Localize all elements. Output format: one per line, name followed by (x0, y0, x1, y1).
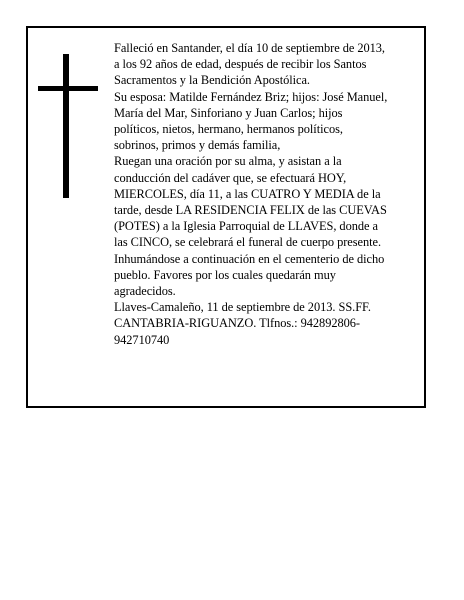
text-line: conducción del cadáver que, se efectuará HOY, (114, 170, 347, 185)
text-line: las CINCO, se celebrará el funeral de cuerpo presente. (114, 235, 382, 250)
obituary-text (114, 40, 424, 348)
text-line: 942710740 (114, 332, 170, 347)
text-line: Falleció en Santander, el día 10 de septiembre de 2013, (114, 41, 385, 55)
text-line: María del Mar, Sinforiano y Juan Carlos; hijos (114, 105, 343, 120)
text-line: Llaves-Camaleño, 11 de septiembre de 2013. SS.FF. (114, 300, 371, 315)
text-line: sobrinos, primos y demás familia, (114, 138, 281, 153)
text-line: Su esposa: Matilde Fernández Briz; hijos: José Manuel, (114, 89, 388, 104)
text-line: Inhumándose a continuación en el cementerio de dicho (114, 251, 385, 266)
text-line: a los 92 años de edad, después de recibir los Santos (114, 57, 367, 72)
cross-icon (38, 54, 98, 198)
text-line: pueblo. Favores por los cuales quedarán muy (114, 267, 336, 282)
text-line: Sacramentos y la Bendición Apostólica. (114, 73, 310, 88)
text-line: políticos, nietos, hermano, hermanos políticos, (114, 122, 343, 137)
text-line: MIERCOLES, día 11, a las CUATRO Y MEDIA de la (114, 186, 381, 201)
text-line: tarde, desde LA RESIDENCIA FELIX de las CUEVAS (114, 203, 387, 218)
text-line: Ruegan una oración por su alma, y asistan a la (114, 154, 342, 169)
text-line: (POTES) a la Iglesia Parroquial de LLAVES, donde a (114, 219, 378, 234)
text-line: CANTABRIA-RIGUANZO. Tlfnos.: 942892806- (114, 316, 361, 331)
text-line: agradecidos. (114, 284, 176, 299)
